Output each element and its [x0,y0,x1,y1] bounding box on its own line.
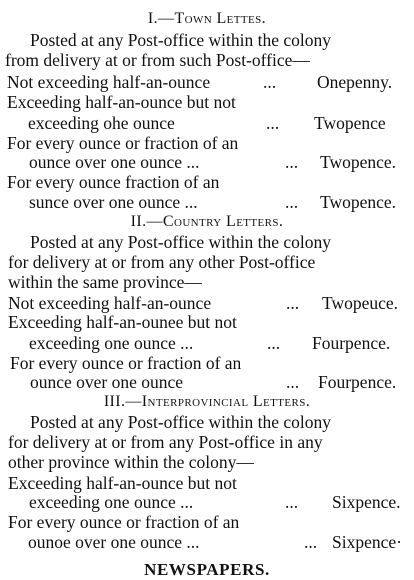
section-3-title: Interprovincial Letters. [141,393,311,410]
rate-line: For every ounce or fraction of an [8,512,240,532]
rate-amount: Onepenny. [317,72,393,92]
rate-dots: ... [286,293,300,313]
rate-dots: ... [285,492,299,512]
rate-amount: Twopence. [320,152,397,172]
rate-line: Exceeding half-an-ounee but not [8,312,237,332]
rate-line [28,532,414,553]
section-1-intro-2: from delivery at or from such Post-office— [5,50,310,70]
rate-text: Not exceeding half-an-ounce [8,293,212,313]
rate-amount: Twopence. [320,192,397,212]
section-1-heading [0,8,414,29]
rate-line [8,293,414,314]
rate-text: exceeding ohe ounce [28,113,175,133]
rate-line [29,192,414,213]
section-3-heading [0,391,414,412]
rate-amount: Fourpence. [318,372,397,392]
section-2-heading [0,211,414,232]
rate-line [29,152,414,173]
rate-line [7,72,414,93]
rate-amount: Twopence [314,113,386,133]
section-2-intro-3: within the same province— [8,272,202,292]
section-2-intro-2: for delivery at or from any other Post-office [8,252,316,272]
rate-text: ounoe over one ounce ... [28,532,200,552]
newspapers-heading: NEWSPAPERS. [144,560,270,579]
rate-amount: Sixpence. [332,492,401,512]
rate-text: ounce over one ounce ... [29,152,200,172]
section-2-intro-1: Posted at any Post-office within the colony [30,232,332,252]
rate-text: Not exceeding half-an-ounce [7,72,211,92]
rate-dots: ... [267,333,281,353]
rate-text: exceeding one ounce ... [29,333,194,353]
rate-amount: Twopeuce. [322,293,399,313]
rate-line: For every ounce or fraction of an [7,133,239,153]
rate-dots: ... [266,113,280,133]
section-1-number: I.— [147,10,175,27]
rate-amount: Fourpence. [312,333,391,353]
rate-dots: ... [304,532,318,552]
rate-line [29,333,414,354]
rate-dots: ... [285,192,299,212]
section-1-intro-1: Posted at any Post-office within the colony [30,30,332,50]
section-3-number: III.— [103,393,142,410]
rate-line: Exceeding half-an-ounce but not [8,473,237,493]
rate-text: ounce over one ounce [30,372,184,392]
rate-dots: ... [286,372,300,392]
section-3-intro-2: for delivery at or from any Post-office in any [8,432,323,452]
section-2-number: II.— [130,213,163,230]
rate-dots: ... [263,72,277,92]
rate-line [30,372,414,393]
rate-line [29,492,414,513]
rate-amount: Sixpence· [332,532,402,552]
rate-line [28,113,414,134]
rate-line: For every ounce fraction of an [7,172,220,192]
section-2-title: Country Letters. [162,213,284,230]
rate-text: exceeding one ounce ... [29,492,194,512]
section-3-intro-3: other province within the colony— [8,452,254,472]
rate-line: For every ounce or fraction of an [10,353,242,373]
rate-line: Exceeding half-an-ounce but not [7,92,236,112]
section-1-title: Town Lettes. [174,10,267,27]
section-3-intro-1: Posted at any Post-office within the colony [30,412,332,432]
rate-dots: ... [285,152,299,172]
rate-text: sunce over one ounce ... [29,192,198,212]
